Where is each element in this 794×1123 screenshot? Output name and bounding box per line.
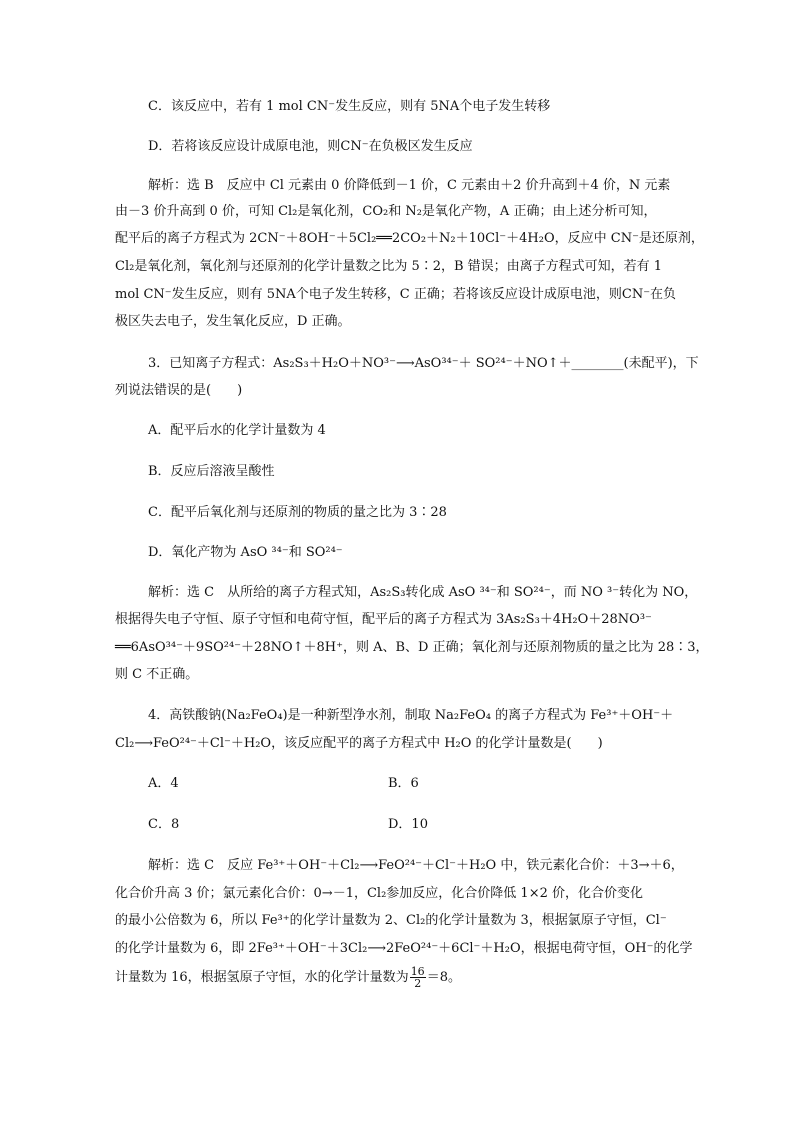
q4-analysis-line: 的最小公倍数为 6，所以 Fe³⁺的化学计量数为 2、Cl₂的化学计量数为 3，根据氯原子守恒，Cl⁻: [115, 913, 667, 928]
q2-analysis-line: 解析：选 B 反应中 Cl 元素由 0 价降低到－1 价，C 元素由＋2 价升高到＋4 价，N 元素: [148, 178, 671, 193]
q4-analysis-line: 的化学计量数为 6，即 2Fe³⁺＋OH⁻＋3Cl₂⟶2FeO²⁴⁻＋6Cl⁻＋H₂O，根据电荷守恒，OH⁻的化学: [115, 941, 693, 956]
q3-stem-line: 列说法错误的是( ): [115, 383, 243, 398]
fraction-numerator: 16: [410, 965, 425, 978]
q2-option-d: D．若将该反应设计成原电池，则CN⁻在负极区发生反应: [148, 139, 473, 154]
q2-option-c: C．该反应中，若有 1 mol CN⁻发生反应，则有 5NA个电子发生转移: [148, 99, 551, 114]
q4-last-result: ＝8。: [426, 970, 461, 985]
q3-stem-line: 3．已知离子方程式：As₂S₃＋H₂O＋NO³⁻⟶AsO³⁴⁻＋ SO²⁴⁻＋NO↑＋________(未配平)，下: [148, 356, 699, 371]
q2-analysis-line: Cl₂是氧化剂，氧化剂与还原剂的化学计量数之比为 5∶2，B 错误；由离子方程式可知，若有 1: [115, 259, 663, 274]
fraction: [410, 966, 426, 989]
q3-analysis-line: 则 C 不正确。: [115, 667, 199, 682]
q3-analysis-line: 根据得失电子守恒、原子守恒和电荷守恒，配平后的离子方程式为 3As₂S₃＋4H₂O＋28NO³⁻: [115, 612, 652, 627]
q2-analysis-line: 配平后的离子方程式为 2CN⁻＋8OH⁻＋5Cl₂══2CO₂＋N₂＋10Cl⁻＋4H₂O，反应中 CN⁻是还原剂，: [115, 231, 704, 246]
q4-analysis-last-line: [115, 964, 461, 992]
q4-last-text: 计量数为 16，根据氢原子守恒，水的化学计量数为: [115, 970, 409, 985]
q4-option-d: D．10: [388, 817, 428, 832]
q3-option-a: A．配平后水的化学计量数为 4: [148, 423, 326, 438]
q3-option-d: D．氧化产物为 AsO ³⁴⁻和 SO²⁴⁻: [148, 545, 343, 560]
q2-analysis-line: 极区失去电子，发生氧化反应，D 正确。: [115, 314, 351, 329]
q3-analysis-line: 解析：选 C 从所给的离子方程式知，As₂S₃转化成 AsO ³⁴⁻和 SO²⁴⁻，而 NO ³⁻转化为 NO，: [148, 585, 698, 600]
q4-option-a: A．4: [148, 776, 179, 791]
q3-option-b: B．反应后溶液呈酸性: [148, 464, 275, 479]
q4-option-c: C．8: [148, 817, 180, 832]
q2-analysis-line: mol CN⁻发生反应，则有 5NA个电子发生转移，C 正确；若将该反应设计成原电池，则CN⁻在负: [115, 287, 677, 302]
q4-analysis-line: 化合价升高 3 价；氯元素化合价：0→－1，Cl₂参加反应，化合价降低 1×2 价，化合价变化: [115, 886, 643, 901]
q4-stem-line: 4．高铁酸钠(Na₂FeO₄)是一种新型净水剂，制取 Na₂FeO₄ 的离子方程式为 Fe³⁺＋OH⁻＋: [148, 708, 674, 723]
q3-option-c: C．配平后氧化剂与还原剂的物质的量之比为 3∶28: [148, 505, 447, 520]
q3-analysis-line: ══6AsO³⁴⁻＋9SO²⁴⁻＋28NO↑＋8H⁺，则 A、B、D 正确；氧化剂与还原剂物质的量之比为 28∶3，: [115, 640, 709, 655]
q4-option-b: B．6: [388, 776, 419, 791]
q4-analysis-line: 解析：选 C 反应 Fe³⁺＋OH⁻＋Cl₂⟶FeO²⁴⁻＋Cl⁻＋H₂O 中，铁元素化合价：＋3→＋6，: [148, 858, 684, 873]
fraction-denominator: 2: [414, 977, 422, 990]
q2-analysis-line: 由－3 价升高到 0 价，可知 Cl₂是氧化剂，CO₂和 N₂是氧化产物，A 正确；由上述分析可知，: [115, 204, 657, 219]
q4-stem-line: Cl₂⟶FeO²⁴⁻＋Cl⁻＋H₂O，该反应配平的离子方程式中 H₂O 的化学计量数是( ): [115, 736, 603, 751]
